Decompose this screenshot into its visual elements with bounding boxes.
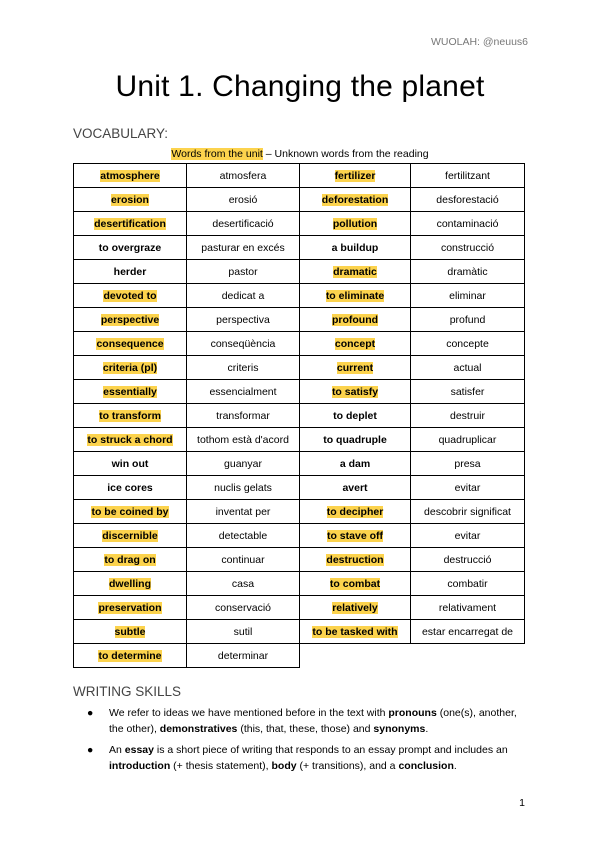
bullet-icon: ● <box>87 744 94 756</box>
term-text: dramatic <box>333 265 377 278</box>
term-text: devoted to <box>103 289 157 302</box>
translation-cell: destrucció <box>411 548 525 572</box>
term-cell <box>300 380 411 404</box>
empty-cell <box>300 644 411 668</box>
term-cell <box>74 284 187 308</box>
translation-cell: estar encarregat de <box>411 620 525 644</box>
term-cell <box>74 212 187 236</box>
translation-cell: erosió <box>187 188 300 212</box>
table-row <box>74 644 525 668</box>
term-text: to struck a chord <box>87 433 173 446</box>
term-text: current <box>336 361 374 374</box>
list-item <box>73 706 528 737</box>
text-segment: (+ thesis statement), <box>170 759 272 772</box>
translation-cell: tothom està d'acord <box>187 428 300 452</box>
translation-cell: fertilitzant <box>411 164 525 188</box>
translation-cell: detectable <box>187 524 300 548</box>
term-cell <box>74 380 187 404</box>
term-text: to be tasked with <box>312 625 398 638</box>
translation-cell: desertificació <box>187 212 300 236</box>
term-cell <box>74 644 187 668</box>
term-text: to quadruple <box>323 433 387 446</box>
term-cell <box>74 620 187 644</box>
term-text: avert <box>342 481 368 494</box>
translation-cell: conservació <box>187 596 300 620</box>
translation-cell: nuclis gelats <box>187 476 300 500</box>
translation-cell: combatir <box>411 572 525 596</box>
table-row <box>74 452 525 476</box>
term-cell <box>300 572 411 596</box>
translation-cell: relativament <box>411 596 525 620</box>
translation-cell: destruir <box>411 404 525 428</box>
table-row <box>74 332 525 356</box>
translation-cell: concepte <box>411 332 525 356</box>
translation-cell: pasturar en excés <box>187 236 300 260</box>
translation-cell: dramàtic <box>411 260 525 284</box>
term-cell <box>74 308 187 332</box>
term-cell <box>74 428 187 452</box>
text-segment: . <box>453 759 457 772</box>
term-cell <box>300 164 411 188</box>
term-text: destruction <box>326 553 384 566</box>
translation-cell: descobrir significat <box>411 500 525 524</box>
term-cell <box>74 356 187 380</box>
translation-cell: essencialment <box>187 380 300 404</box>
table-row <box>74 284 525 308</box>
translation-cell: sutil <box>187 620 300 644</box>
term-text: erosion <box>111 193 149 206</box>
text-segment: (one(s), another, the other), <box>109 707 517 735</box>
term-cell <box>74 404 187 428</box>
text-segment: We refer to ideas we have mentioned before in the text with <box>109 707 389 719</box>
translation-cell: evitar <box>411 476 525 500</box>
bold-term: conclusion <box>398 759 454 772</box>
page-number: 1 <box>519 797 525 809</box>
writing-skills-heading: WRITING SKILLS <box>73 684 182 699</box>
term-text: profound <box>331 313 379 326</box>
term-cell <box>300 236 411 260</box>
translation-cell: eliminar <box>411 284 525 308</box>
term-cell <box>74 164 187 188</box>
text-segment: An <box>109 744 125 756</box>
term-text: to drag on <box>104 553 156 566</box>
translation-cell: criteris <box>187 356 300 380</box>
empty-cell <box>411 644 525 668</box>
term-text: fertilizer <box>334 169 376 182</box>
term-text: essentially <box>103 385 157 398</box>
bold-term: demonstratives <box>159 722 238 735</box>
term-cell <box>300 356 411 380</box>
term-cell <box>300 500 411 524</box>
term-text: dwelling <box>109 577 151 590</box>
table-row <box>74 572 525 596</box>
term-text: pollution <box>332 217 378 230</box>
term-cell <box>300 308 411 332</box>
term-cell <box>74 500 187 524</box>
table-row <box>74 212 525 236</box>
table-row <box>74 404 525 428</box>
term-text: concept <box>334 337 376 350</box>
term-text: a dam <box>339 457 371 470</box>
term-cell <box>300 548 411 572</box>
table-row <box>74 308 525 332</box>
term-text: to transform <box>99 409 161 422</box>
legend <box>0 148 600 160</box>
table-row <box>74 188 525 212</box>
term-cell <box>300 620 411 644</box>
table-row <box>74 476 525 500</box>
term-text: consequence <box>96 337 164 350</box>
term-cell <box>74 476 187 500</box>
term-text: desertification <box>94 217 166 230</box>
term-cell <box>74 236 187 260</box>
translation-cell: evitar <box>411 524 525 548</box>
translation-cell: casa <box>187 572 300 596</box>
term-cell <box>74 452 187 476</box>
text-segment: (+ transitions), and a <box>296 759 399 772</box>
translation-cell: continuar <box>187 548 300 572</box>
term-text: to decipher <box>326 505 384 518</box>
term-text: relatively <box>332 601 378 614</box>
term-text: to deplet <box>333 409 377 422</box>
table-row <box>74 260 525 284</box>
term-text: subtle <box>114 625 146 638</box>
term-text: a buildup <box>331 241 379 254</box>
text-segment: is a short piece of writing that responds to an essay prompt and includes an <box>153 744 508 756</box>
bold-term: introduction <box>109 759 171 772</box>
term-cell <box>300 476 411 500</box>
table-row <box>74 548 525 572</box>
translation-cell: presa <box>411 452 525 476</box>
page-title: Unit 1. Changing the planet <box>115 70 485 103</box>
vocabulary-table <box>73 163 525 668</box>
term-text: to determine <box>98 649 162 662</box>
term-cell <box>300 404 411 428</box>
table-row <box>74 428 525 452</box>
translation-cell: pastor <box>187 260 300 284</box>
legend-text: – Unknown words from the reading <box>262 148 429 160</box>
translation-cell: quadruplicar <box>411 428 525 452</box>
translation-cell: perspectiva <box>187 308 300 332</box>
translation-cell: desforestació <box>411 188 525 212</box>
term-text: win out <box>111 457 149 470</box>
translation-cell: inventat per <box>187 500 300 524</box>
text-segment: . <box>425 722 429 735</box>
term-text: to combat <box>329 577 381 590</box>
term-cell <box>74 524 187 548</box>
translation-cell: transformar <box>187 404 300 428</box>
watermark: WUOLAH: @neuus6 <box>430 36 528 48</box>
translation-cell: determinar <box>187 644 300 668</box>
writing-skills-list <box>73 706 528 780</box>
term-text: to satisfy <box>331 385 379 398</box>
translation-cell: actual <box>411 356 525 380</box>
list-item <box>73 743 528 774</box>
term-cell <box>300 596 411 620</box>
term-text: preservation <box>98 601 162 614</box>
term-text: to stave off <box>326 529 383 542</box>
bullet-icon: ● <box>87 707 94 719</box>
term-text: to overgraze <box>98 241 162 254</box>
vocabulary-table-body <box>74 164 525 668</box>
term-cell <box>300 212 411 236</box>
bold-term: pronouns <box>388 707 437 719</box>
vocabulary-heading: VOCABULARY: <box>73 126 169 141</box>
term-text: perspective <box>100 313 160 326</box>
term-text: deforestation <box>321 193 389 206</box>
term-cell <box>74 548 187 572</box>
legend-highlight-label: Words from the unit <box>171 148 263 160</box>
term-text: to eliminate <box>325 289 385 302</box>
table-row <box>74 356 525 380</box>
translation-cell: conseqüència <box>187 332 300 356</box>
translation-cell: atmosfera <box>187 164 300 188</box>
term-text: atmosphere <box>100 169 160 182</box>
translation-cell: contaminació <box>411 212 525 236</box>
term-text: ice cores <box>107 481 153 494</box>
term-cell <box>74 332 187 356</box>
text-segment: (this, that, these, those) and <box>237 722 374 735</box>
bold-term: essay <box>124 744 154 756</box>
translation-cell: profund <box>411 308 525 332</box>
translation-cell: satisfer <box>411 380 525 404</box>
bold-term: body <box>271 759 297 772</box>
term-cell <box>74 188 187 212</box>
term-text: to be coined by <box>91 505 169 518</box>
term-text: criteria (pl) <box>102 361 158 374</box>
table-row <box>74 620 525 644</box>
term-cell <box>74 260 187 284</box>
table-row <box>74 164 525 188</box>
term-cell <box>300 332 411 356</box>
bold-term: synonyms <box>373 722 426 735</box>
term-cell <box>300 524 411 548</box>
table-row <box>74 380 525 404</box>
term-cell <box>74 596 187 620</box>
term-cell <box>300 428 411 452</box>
term-text: herder <box>113 265 147 278</box>
term-cell <box>300 188 411 212</box>
term-cell <box>300 260 411 284</box>
table-row <box>74 500 525 524</box>
translation-cell: guanyar <box>187 452 300 476</box>
table-row <box>74 596 525 620</box>
table-row <box>74 524 525 548</box>
translation-cell: dedicat a <box>187 284 300 308</box>
translation-cell: construcció <box>411 236 525 260</box>
term-cell <box>300 284 411 308</box>
term-cell <box>300 452 411 476</box>
term-cell <box>74 572 187 596</box>
table-row <box>74 236 525 260</box>
term-text: discernible <box>102 529 158 542</box>
